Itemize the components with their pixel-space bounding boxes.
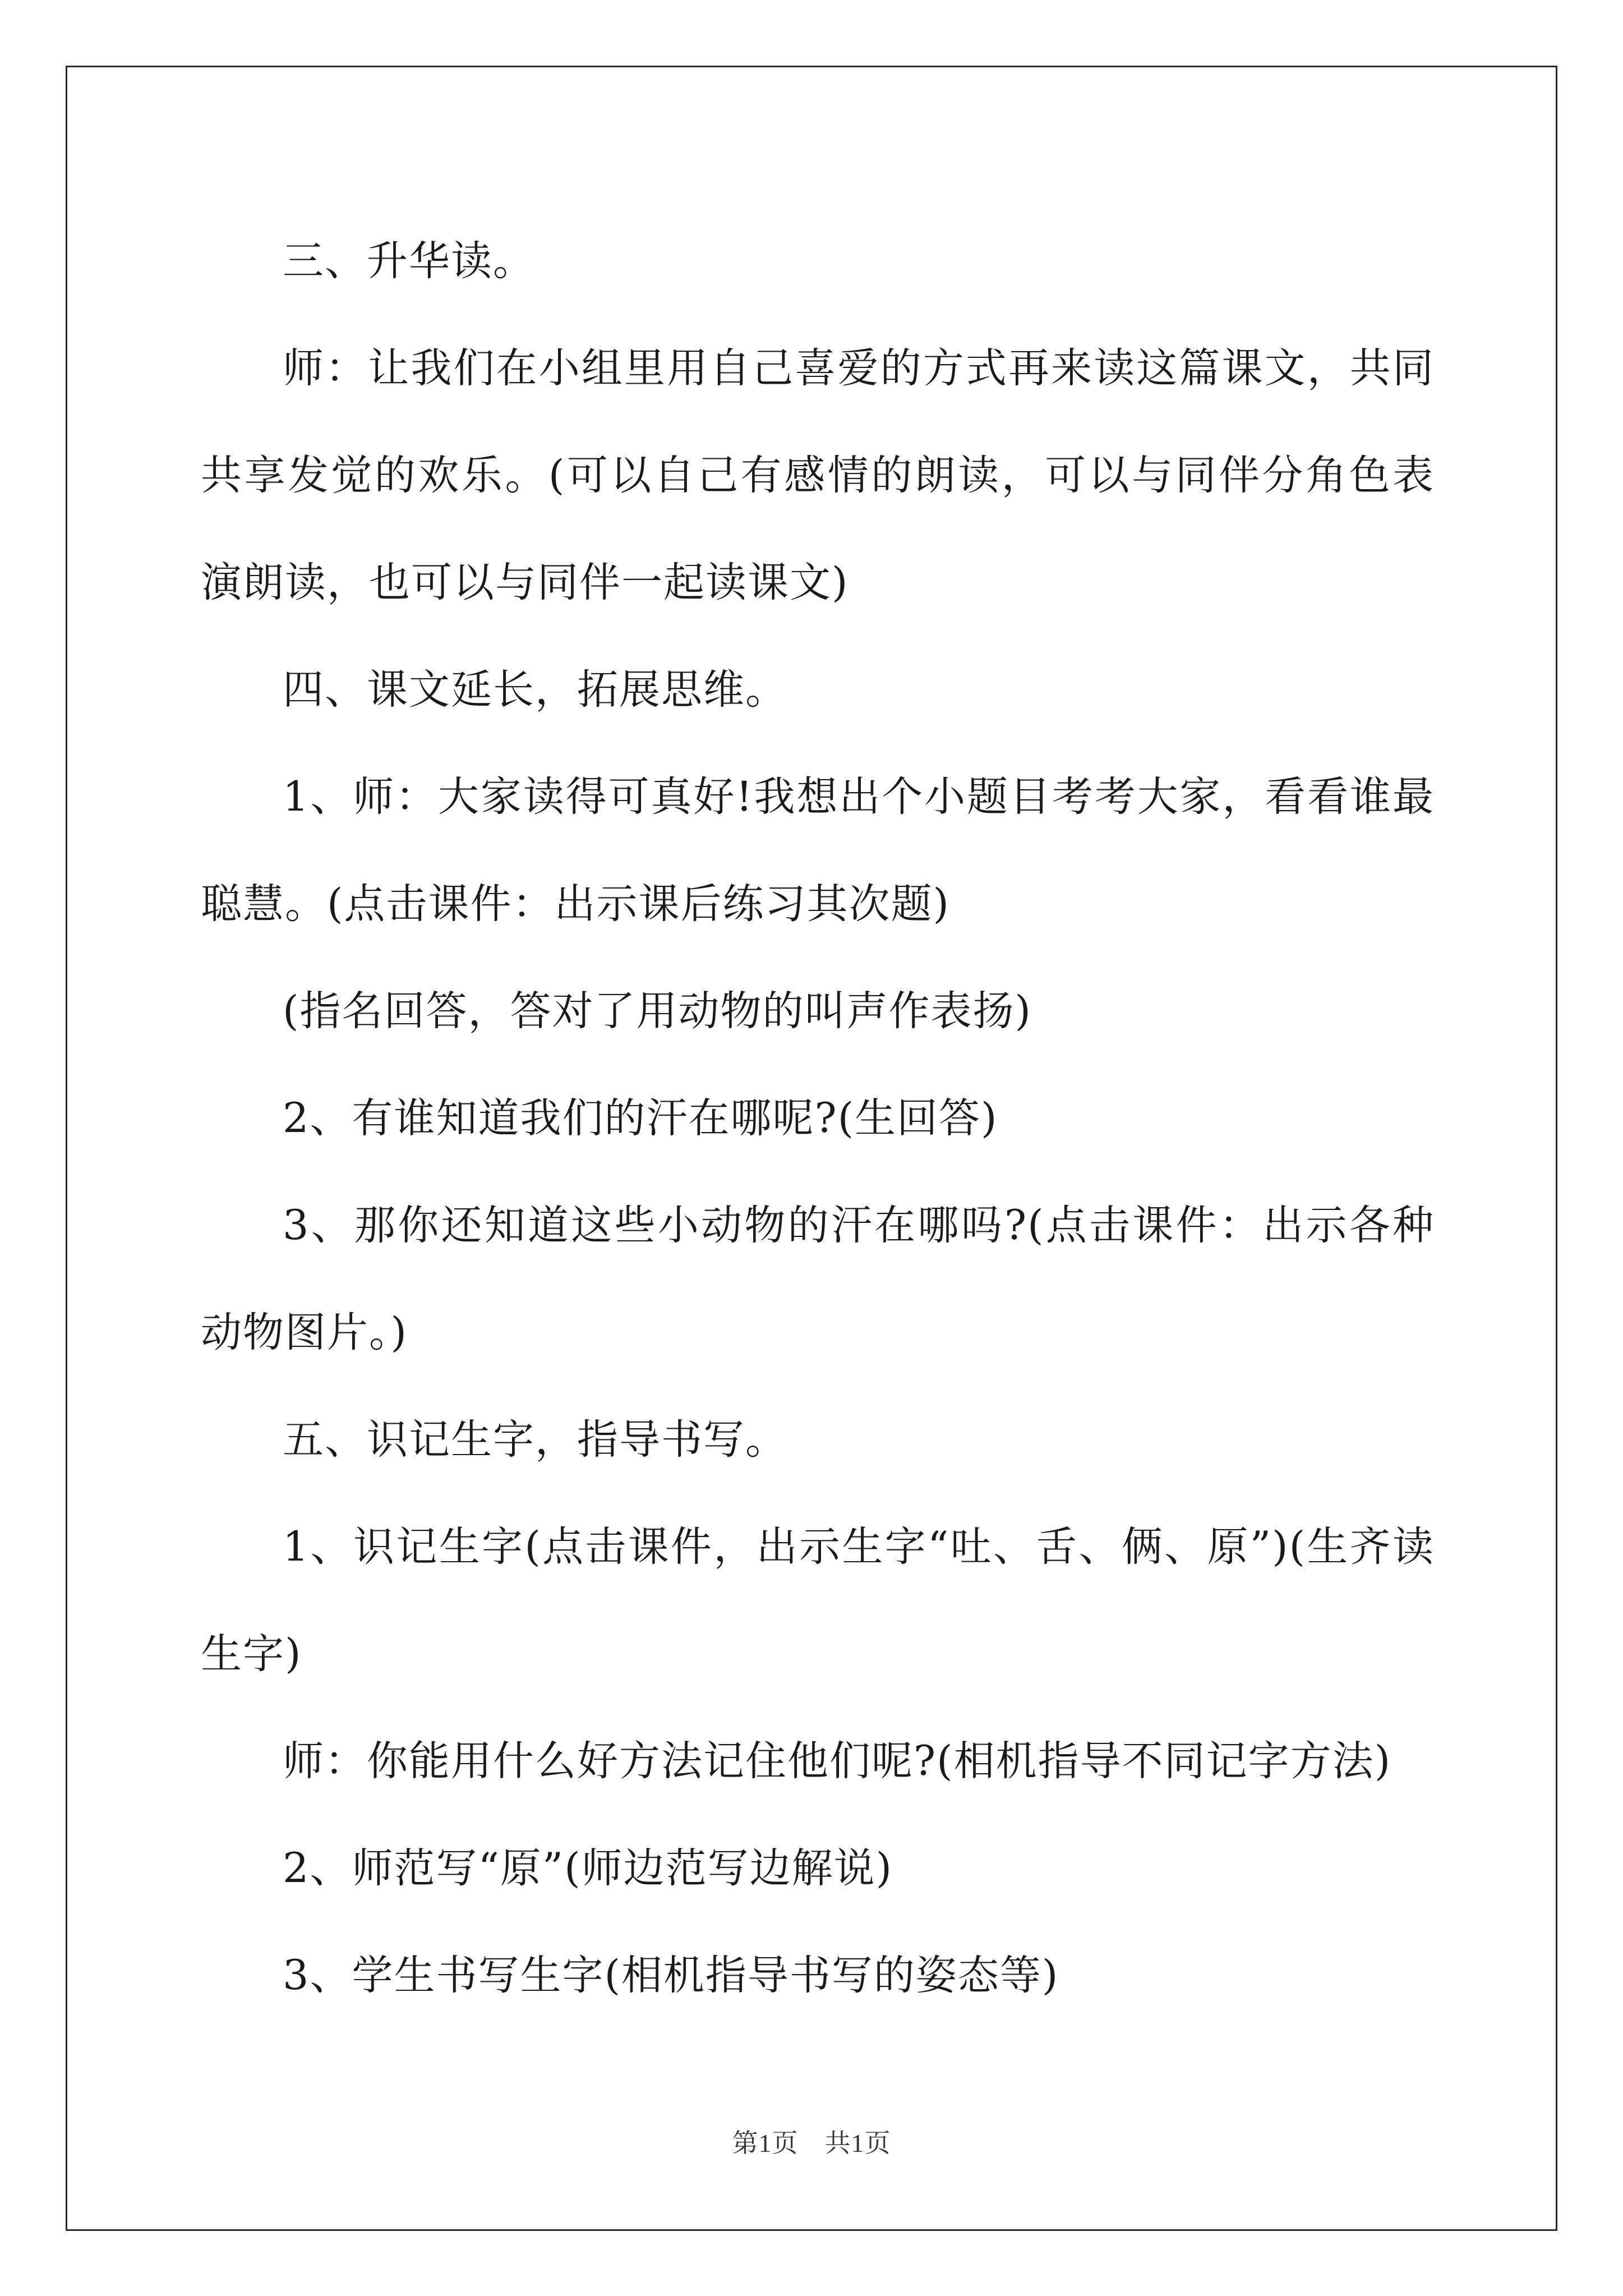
section-heading-4: 四、课文延长，拓展思维。 bbox=[283, 666, 787, 714]
paragraph: (指名回答，答对了用动物的叫声作表扬) bbox=[283, 987, 1032, 1035]
paragraph: 2、有谁知道我们的汗在哪呢?(生回答) bbox=[283, 1094, 998, 1142]
paragraph: 师：让我们在小组里用自己喜爱的方式再来读这篇课文，共同共享发觉的欢乐。(可以自己有感情的朗读，可以与同伴分角色表演朗读，也可以与同伴一起读课文) bbox=[201, 344, 1435, 606]
document-body bbox=[201, 208, 1435, 2029]
paragraph: 1、师：大家读得可真好!我想出个小题目考考大家，看看谁最聪慧。(点击课件：出示课后练习其次题) bbox=[201, 773, 1435, 928]
paragraph: 师：你能用什么好方法记住他们呢?(相机指导不同记字方法) bbox=[283, 1737, 1392, 1785]
paragraph: 1、识记生字(点击课件，出示生字“吐、舌、俩、原”)(生齐读生字) bbox=[201, 1523, 1435, 1678]
paragraph: 3、那你还知道这些小动物的汗在哪吗?(点击课件：出示各种动物图片。) bbox=[201, 1202, 1435, 1356]
section-heading-3: 三、升华读。 bbox=[283, 237, 535, 285]
section-heading-5: 五、识记生字，指导书写。 bbox=[283, 1416, 787, 1464]
page-footer: 第1页 共1页 bbox=[732, 2129, 891, 2157]
paragraph: 3、学生书写生字(相机指导书写的姿态等) bbox=[283, 1952, 1059, 1999]
paragraph: 2、师范写“原”(师边范写边解说) bbox=[283, 1844, 893, 1892]
